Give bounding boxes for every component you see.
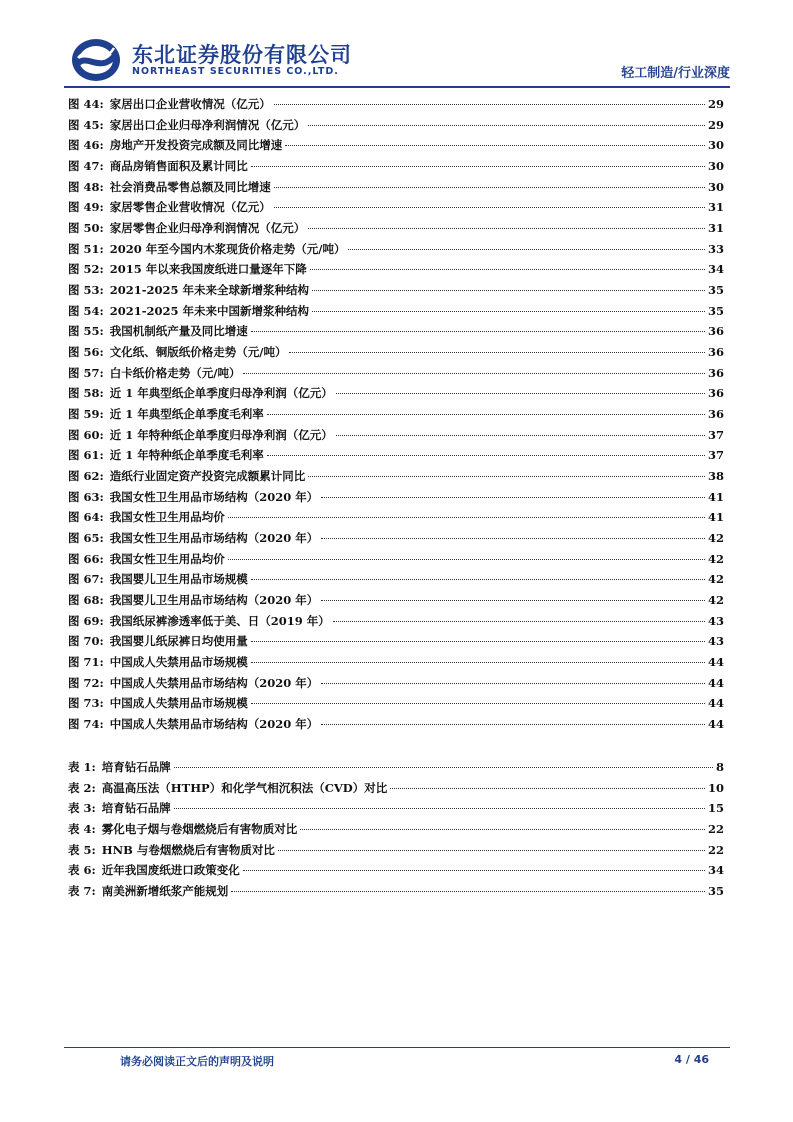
entry-title: 近年我国废纸进口政策变化 [101, 863, 240, 878]
dot-leader [312, 290, 705, 291]
entry-page-number: 44 [707, 696, 724, 711]
entry-number: 图 70: [68, 634, 104, 649]
entry-page-number: 35 [707, 283, 724, 298]
entry-page-number: 42 [707, 572, 724, 587]
entry-number: 图 59: [68, 407, 104, 422]
table-entry[interactable] [68, 757, 724, 778]
entry-title: 房地产开发投资完成额及同比增速 [109, 138, 283, 153]
entry-number: 图 62: [68, 469, 104, 484]
entry-page-number: 30 [707, 179, 724, 194]
entry-page-number: 36 [707, 386, 724, 401]
entry-page-number: 31 [707, 200, 724, 215]
entry-page-number: 30 [707, 159, 724, 174]
dot-leader [267, 455, 705, 456]
figure-entry[interactable] [68, 239, 724, 260]
entry-number: 图 56: [68, 345, 104, 360]
entry-number: 表 6: [68, 863, 96, 878]
entry-title: 近 1 年典型纸企单季度毛利率 [109, 407, 264, 422]
entry-number: 图 69: [68, 613, 104, 628]
entry-page-number: 34 [707, 863, 724, 878]
entry-page-number: 36 [707, 345, 724, 360]
dot-leader [243, 870, 705, 871]
dot-leader [267, 414, 705, 415]
entry-title: 中国成人失禁用品市场结构（2020 年） [109, 717, 319, 732]
entry-title: 2020 年至今国内木浆现货价格走势（元/吨） [109, 241, 346, 256]
entry-number: 图 66: [68, 551, 104, 566]
table-of-figures [68, 94, 724, 902]
entry-number: 图 45: [68, 117, 104, 132]
entry-title: 中国成人失禁用品市场结构（2020 年） [109, 675, 319, 690]
entry-title: 2021-2025 年未来中国新增浆种结构 [109, 303, 310, 318]
entry-title: 我国婴儿卫生用品市场规模 [109, 572, 248, 587]
figure-entry[interactable] [68, 507, 724, 528]
entry-page-number: 41 [707, 489, 724, 504]
dot-leader [308, 476, 705, 477]
dot-leader [333, 621, 705, 622]
table-entry[interactable] [68, 819, 724, 840]
entry-number: 图 49: [68, 200, 104, 215]
page-number: 4 / 46 [674, 1053, 709, 1066]
entry-number: 图 64: [68, 510, 104, 525]
entry-page-number: 29 [707, 117, 724, 132]
dot-leader [321, 497, 705, 498]
entry-page-number: 33 [707, 241, 724, 256]
figure-entry[interactable] [68, 611, 724, 632]
figure-entry[interactable] [68, 714, 724, 735]
entry-title: 雾化电子烟与卷烟燃烧后有害物质对比 [101, 821, 298, 836]
dot-leader [243, 373, 705, 374]
entry-page-number: 44 [707, 675, 724, 690]
dot-leader [321, 724, 705, 725]
entry-page-number: 43 [707, 634, 724, 649]
entry-title: 文化纸、铜版纸价格走势（元/吨） [109, 345, 287, 360]
entry-number: 表 1: [68, 759, 96, 774]
entry-number: 表 3: [68, 801, 96, 816]
entry-page-number: 41 [707, 510, 724, 525]
dot-leader [336, 393, 705, 394]
table-entry[interactable] [68, 860, 724, 881]
entry-page-number: 42 [707, 551, 724, 566]
figure-entry[interactable] [68, 280, 724, 301]
entry-title: 高温高压法（HTHP）和化学气相沉积法（CVD）对比 [101, 780, 388, 795]
figure-entry[interactable] [68, 652, 724, 673]
figure-entry[interactable] [68, 197, 724, 218]
footer-disclaimer: 请务必阅读正文后的声明及说明 [120, 1055, 274, 1068]
dot-leader [274, 207, 705, 208]
figure-entry[interactable] [68, 363, 724, 384]
dot-leader [251, 703, 705, 704]
entry-number: 图 63: [68, 489, 104, 504]
report-type-label: 轻工制造/行业深度 [621, 66, 730, 81]
entry-title: 家居零售企业营收情况（亿元） [109, 200, 271, 215]
dot-leader [390, 788, 705, 789]
figure-entry[interactable] [68, 528, 724, 549]
entry-page-number: 35 [707, 883, 724, 898]
dot-leader [251, 166, 705, 167]
dot-leader [228, 559, 705, 560]
entry-number: 图 47: [68, 159, 104, 174]
entry-title: 家居零售企业归母净利润情况（亿元） [109, 221, 306, 236]
entry-title: 我国女性卫生用品市场结构（2020 年） [109, 531, 319, 546]
entry-number: 图 61: [68, 448, 104, 463]
entry-title: 造纸行业固定资产投资完成额累计同比 [109, 469, 306, 484]
figure-entry[interactable] [68, 466, 724, 487]
dot-leader [251, 641, 705, 642]
entry-title: 我国女性卫生用品市场结构（2020 年） [109, 489, 319, 504]
figure-entry[interactable] [68, 445, 724, 466]
figure-entry[interactable] [68, 259, 724, 280]
entry-page-number: 30 [707, 138, 724, 153]
figure-entry[interactable] [68, 301, 724, 322]
entry-number: 图 53: [68, 283, 104, 298]
entry-number: 图 68: [68, 593, 104, 608]
figure-entry[interactable] [68, 425, 724, 446]
dot-leader [300, 829, 705, 830]
dot-leader [251, 579, 705, 580]
entry-page-number: 10 [707, 780, 724, 795]
entry-title: 中国成人失禁用品市场规模 [109, 696, 248, 711]
entry-number: 图 74: [68, 717, 104, 732]
entry-number: 图 52: [68, 262, 104, 277]
table-list [68, 757, 724, 902]
entry-number: 图 51: [68, 241, 104, 256]
dot-leader [321, 600, 705, 601]
entry-title: 白卡纸价格走势（元/吨） [109, 365, 241, 380]
entry-number: 图 48: [68, 179, 104, 194]
entry-number: 图 50: [68, 221, 104, 236]
entry-page-number: 8 [715, 759, 724, 774]
entry-number: 图 72: [68, 675, 104, 690]
entry-title: 我国女性卫生用品均价 [109, 510, 225, 525]
entry-title: 近 1 年特种纸企单季度归母净利润（亿元） [109, 427, 333, 442]
figure-entry[interactable] [68, 218, 724, 239]
dot-leader [308, 228, 705, 229]
company-name-cn: 东北证券股份有限公司 [132, 43, 352, 67]
northeast-securities-logo-icon [70, 36, 122, 84]
entry-number: 图 57: [68, 365, 104, 380]
figure-entry[interactable] [68, 94, 724, 115]
entry-number: 图 73: [68, 696, 104, 711]
figure-entry[interactable] [68, 115, 724, 136]
dot-leader [336, 435, 705, 436]
dot-leader [348, 249, 705, 250]
entry-title: HNB 与卷烟燃烧后有害物质对比 [101, 842, 275, 857]
entry-page-number: 44 [707, 655, 724, 670]
entry-page-number: 37 [707, 448, 724, 463]
dot-leader [289, 352, 705, 353]
table-entry[interactable] [68, 778, 724, 799]
figure-entry[interactable] [68, 590, 724, 611]
figure-entry[interactable] [68, 569, 724, 590]
entry-title: 商品房销售面积及累计同比 [109, 159, 248, 174]
entry-number: 图 60: [68, 427, 104, 442]
entry-title: 家居出口企业营收情况（亿元） [109, 97, 271, 111]
entry-title: 我国女性卫生用品均价 [109, 551, 225, 566]
figure-entry[interactable] [68, 549, 724, 570]
company-name-en: NORTHEAST SECURITIES CO.,LTD. [132, 66, 339, 77]
entry-title: 近 1 年特种纸企单季度毛利率 [109, 448, 264, 463]
entry-page-number: 15 [707, 801, 724, 816]
entry-number: 图 54: [68, 303, 104, 318]
figure-entry[interactable] [68, 487, 724, 508]
entry-page-number: 34 [707, 262, 724, 277]
table-entry[interactable] [68, 840, 724, 861]
table-entry[interactable] [68, 798, 724, 819]
entry-page-number: 37 [707, 427, 724, 442]
entry-number: 图 44: [68, 97, 104, 111]
entry-title: 我国婴儿纸尿裤日均使用量 [109, 634, 248, 649]
figure-entry[interactable] [68, 673, 724, 694]
entry-title: 2015 年以来我国废纸进口量逐年下降 [109, 262, 307, 277]
dot-leader [228, 517, 705, 518]
page-header [64, 34, 730, 86]
entry-title: 近 1 年典型纸企单季度归母净利润（亿元） [109, 386, 333, 401]
dot-leader [251, 331, 705, 332]
figure-entry[interactable] [68, 321, 724, 342]
entry-title: 社会消费品零售总额及同比增速 [109, 179, 271, 194]
figure-list [68, 94, 724, 735]
entry-page-number: 31 [707, 221, 724, 236]
entry-page-number: 22 [707, 821, 724, 836]
entry-number: 图 46: [68, 138, 104, 153]
dot-leader [231, 891, 705, 892]
entry-page-number: 43 [707, 613, 724, 628]
entry-page-number: 44 [707, 717, 724, 732]
figure-entry[interactable] [68, 631, 724, 652]
dot-leader [310, 269, 705, 270]
entry-number: 表 7: [68, 883, 96, 898]
figure-entry[interactable] [68, 342, 724, 363]
entry-number: 表 5: [68, 842, 96, 857]
entry-number: 图 67: [68, 572, 104, 587]
header-divider [64, 86, 730, 88]
entry-page-number: 36 [707, 365, 724, 380]
dot-leader [312, 311, 705, 312]
entry-number: 图 65: [68, 531, 104, 546]
dot-leader [274, 187, 705, 188]
dot-leader [308, 125, 705, 126]
entry-number: 图 71: [68, 655, 104, 670]
entry-title: 南美洲新增纸浆产能规划 [101, 883, 229, 898]
figure-entry[interactable] [68, 156, 724, 177]
entry-page-number: 35 [707, 303, 724, 318]
entry-number: 图 58: [68, 386, 104, 401]
dot-leader [278, 850, 705, 851]
dot-leader [174, 767, 713, 768]
dot-leader [251, 662, 705, 663]
entry-page-number: 29 [707, 97, 724, 111]
figure-entry[interactable] [68, 693, 724, 714]
figure-entry[interactable] [68, 383, 724, 404]
entry-title: 我国机制纸产量及同比增速 [109, 324, 248, 339]
entry-title: 我国纸尿裤渗透率低于美、日（2019 年） [109, 613, 330, 628]
entry-number: 表 2: [68, 780, 96, 795]
list-spacer [68, 735, 724, 757]
figure-entry[interactable] [68, 135, 724, 156]
dot-leader [321, 538, 705, 539]
entry-title: 家居出口企业归母净利润情况（亿元） [109, 117, 306, 132]
figure-entry[interactable] [68, 177, 724, 198]
entry-number: 图 55: [68, 324, 104, 339]
entry-page-number: 42 [707, 531, 724, 546]
dot-leader [285, 145, 705, 146]
table-entry[interactable] [68, 881, 724, 902]
entry-title: 我国婴儿卫生用品市场结构（2020 年） [109, 593, 319, 608]
entry-page-number: 38 [707, 469, 724, 484]
figure-entry[interactable] [68, 404, 724, 425]
entry-title: 培育钻石品牌 [101, 801, 171, 816]
entry-page-number: 36 [707, 407, 724, 422]
entry-page-number: 22 [707, 842, 724, 857]
dot-leader [321, 683, 705, 684]
entry-number: 表 4: [68, 821, 96, 836]
entry-title: 培育钻石品牌 [101, 759, 171, 774]
dot-leader [274, 104, 705, 105]
entry-title: 2021-2025 年未来全球新增浆种结构 [109, 283, 310, 298]
footer-divider [64, 1047, 730, 1048]
entry-title: 中国成人失禁用品市场规模 [109, 655, 248, 670]
entry-page-number: 36 [707, 324, 724, 339]
entry-page-number: 42 [707, 593, 724, 608]
dot-leader [174, 808, 705, 809]
